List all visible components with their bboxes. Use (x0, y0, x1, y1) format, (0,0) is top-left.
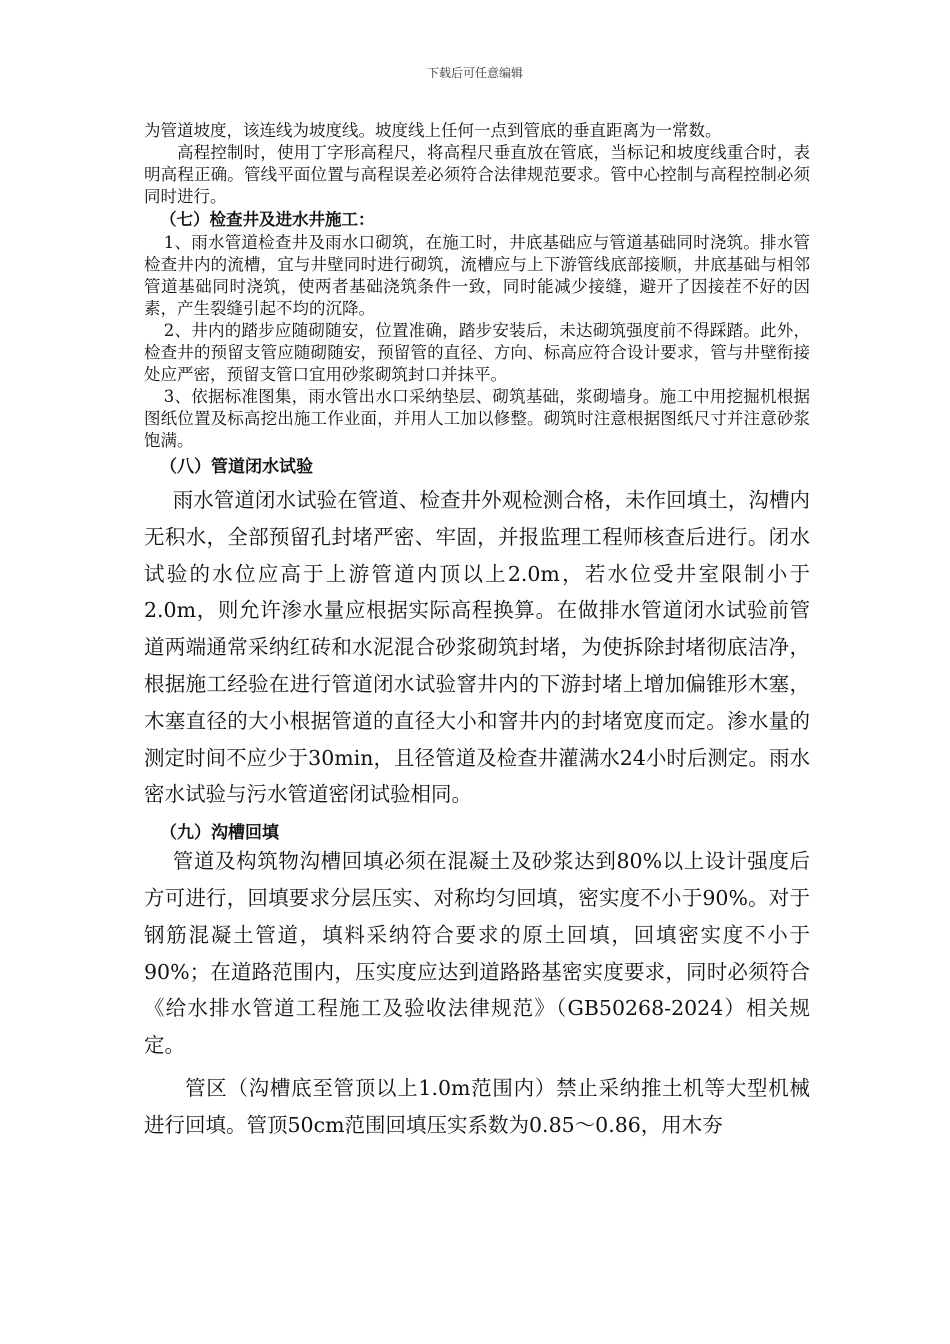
paragraph-well-item-3: 3、依据标准图集，雨水管出水口采纳垫层、砌筑基础，浆砌墙身。施工中用挖掘机根据图纸位置及标高挖出施工作业面，并用人工加以修整。砌筑时注意根据图纸尺寸并注意砂浆饱满。 (144, 387, 810, 450)
section-heading-backfill: （九）沟槽回填 (160, 823, 279, 844)
paragraph-well-item-1: 1、雨水管道检查井及雨水口砌筑，在施工时，井底基础应与管道基础同时浇筑。排水管检查井内的流槽，宜与井壁同时进行砌筑，流槽应与上下游管线底部接顺，井底基础与相邻管道基础同时浇筑，使两者基础浇筑条件一致，同时能减少接缝，避开了因接茬不好的因素，产生裂缝引起不均的沉降。 (144, 233, 810, 318)
document-page (144, 120, 810, 1144)
paragraph-slope-line: 为管道坡度，该连线为坡度线。坡度线上任何一点到管底的垂直距离为一常数。 (144, 121, 722, 140)
paragraph-elevation-control: 高程控制时，使用丁字形高程尺，将高程尺垂直放在管底，当标记和坡度线重合时，表明高程正确。管线平面位置与高程误差必须符合法律规范要求。管中心控制与高程控制必须同时进行。 (144, 143, 810, 206)
paragraph-water-test: 雨水管道闭水试验在管道、检查井外观检测合格，未作回填土，沟槽内无积水，全部预留孔封堵严密、牢固，并报监理工程师核查后进行。闭水试验的水位应高于上游管道内顶以上2.0m，若水位受井室限制小于2.0m，则允许渗水量应根据实际高程换算。在做排水管道闭水试验前管道两端通常采纳红砖和水泥混合砂浆砌筑封堵，为使拆除封堵彻底洁净，根据施工经验在进行管道闭水试验窨井内的下游封堵上增加偏锥形木塞，木塞直径的大小根据管道的直径大小和窨井内的封堵宽度而定。渗水量的测定时间不应少于30min，且径管道及检查井灌满水24小时后测定。雨水密水试验与污水管道密闭试验相同。 (144, 488, 810, 807)
paragraph-backfill-1: 管道及构筑物沟槽回填必须在混凝土及砂浆达到80%以上设计强度后方可进行，回填要求分层压实、对称均匀回填，密实度不小于90%。对于钢筋混凝土管道，填料采纳符合要求的原土回填，回填密实度不小于90%；在道路范围内，压实度应达到道路路基密实度要求，同时必须符合《给水排水管道工程施工及验收法律规范》（GB50268-2024）相关规定。 (144, 849, 810, 1058)
paragraph-well-item-2: 2、井内的踏步应随砌随安，位置准确，踏步安装后，未达砌筑强度前不得踩踏。此外，检查井的预留支管应随砌随安，预留管的直径、方向、标高应符合设计要求，管与井壁衔接处应严密，预留支管口宜用砂浆砌筑封口并抹平。 (144, 321, 810, 384)
section-heading-inspection-well: （七）检查井及进水井施工： (160, 210, 375, 229)
page-header-note: 下载后可任意编辑 (426, 66, 523, 80)
section-heading-water-test: （八）管道闭水试验 (160, 457, 313, 477)
paragraph-backfill-2: 管区（沟槽底至管顶以上1.0m范围内）禁止采纳推土机等大型机械进行回填。管顶50cm范围回填压实系数为0.85～0.86，用木夯 (144, 1075, 810, 1137)
